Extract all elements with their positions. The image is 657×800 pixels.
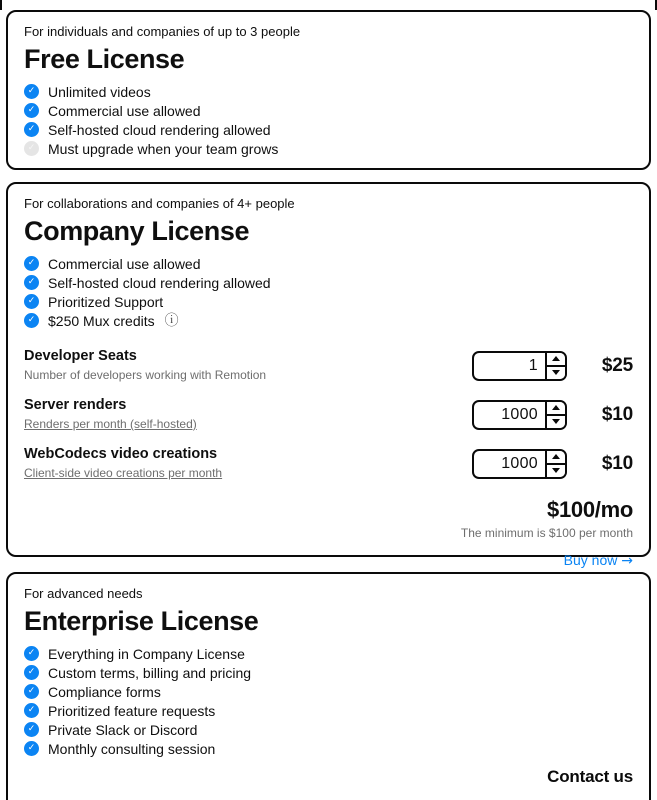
check-icon: ✓ bbox=[24, 294, 39, 309]
quantity-input[interactable]: 1000 bbox=[501, 405, 538, 423]
feature-label: Commercial use allowed bbox=[48, 102, 201, 119]
feature-label: Prioritized Support bbox=[48, 293, 164, 310]
row-name: Developer Seats bbox=[24, 348, 137, 364]
chevron-up-icon bbox=[552, 356, 560, 361]
previous-card-edge bbox=[0, 0, 657, 10]
feature-item bbox=[24, 139, 633, 158]
feature-label: Prioritized feature requests bbox=[48, 702, 216, 719]
feature-item bbox=[24, 82, 633, 101]
check-icon: ✓ bbox=[24, 703, 39, 718]
card-tagline: For collaborations and companies of 4+ people bbox=[24, 196, 295, 211]
feature-label: Everything in Company License bbox=[48, 645, 245, 662]
card-title: Enterprise License bbox=[24, 606, 259, 636]
feature-list bbox=[24, 82, 633, 158]
row-name: WebCodecs video creations bbox=[24, 446, 218, 462]
decrement-button[interactable] bbox=[547, 367, 565, 379]
feature-item bbox=[24, 311, 633, 330]
contact-us-link[interactable]: Contact us bbox=[547, 767, 633, 786]
feature-label: Unlimited videos bbox=[48, 83, 151, 100]
check-icon: ✓ bbox=[24, 665, 39, 680]
check-icon: ✓ bbox=[24, 84, 39, 99]
check-icon: ✓ bbox=[24, 313, 39, 328]
feature-label: Self-hosted cloud rendering allowed bbox=[48, 274, 271, 291]
pricing-row bbox=[24, 395, 633, 434]
enterprise-license-card bbox=[6, 572, 651, 800]
feature-label: Self-hosted cloud rendering allowed bbox=[48, 121, 271, 138]
info-icon[interactable]: ⓘ bbox=[164, 312, 179, 329]
quantity-input[interactable]: 1000 bbox=[501, 454, 538, 472]
check-icon: ✓ bbox=[24, 141, 39, 156]
row-price: $10 bbox=[601, 403, 633, 425]
chevron-down-icon bbox=[552, 419, 560, 424]
pricing-row bbox=[24, 444, 633, 483]
feature-list bbox=[24, 644, 633, 758]
arrow-right-icon: → bbox=[621, 553, 633, 569]
row-description[interactable]: Client-side video creations per month bbox=[24, 466, 223, 480]
feature-item bbox=[24, 101, 633, 120]
feature-item bbox=[24, 254, 633, 273]
feature-item bbox=[24, 720, 633, 739]
card-title: Free License bbox=[24, 44, 185, 74]
check-icon: ✓ bbox=[24, 103, 39, 118]
row-price: $25 bbox=[601, 354, 633, 376]
card-tagline: For advanced needs bbox=[24, 586, 143, 601]
buy-now-label: Buy now bbox=[563, 552, 618, 568]
chevron-up-icon bbox=[552, 405, 560, 410]
row-labels bbox=[24, 395, 472, 434]
feature-label: Private Slack or Discord bbox=[48, 721, 198, 738]
total-price: $100/mo bbox=[547, 497, 633, 522]
feature-label: Commercial use allowed bbox=[48, 255, 201, 272]
feature-label: Custom terms, billing and pricing bbox=[48, 664, 252, 681]
chevron-up-icon bbox=[552, 454, 560, 459]
check-icon: ✓ bbox=[24, 684, 39, 699]
feature-item bbox=[24, 292, 633, 311]
spinner-buttons bbox=[545, 402, 565, 428]
buy-now-link[interactable] bbox=[564, 552, 633, 568]
feature-label: $250 Mux credits bbox=[48, 312, 155, 329]
card-title: Company License bbox=[24, 216, 250, 246]
feature-label: Must upgrade when your team grows bbox=[48, 140, 279, 157]
feature-item bbox=[24, 120, 633, 139]
increment-button[interactable] bbox=[547, 353, 565, 367]
check-icon: ✓ bbox=[24, 646, 39, 661]
minimum-note: The minimum is $100 per month bbox=[460, 526, 633, 540]
contact-us-row bbox=[24, 767, 633, 787]
feature-item bbox=[24, 663, 633, 682]
quantity-stepper bbox=[472, 351, 567, 381]
pricing-row bbox=[24, 346, 633, 385]
feature-item bbox=[24, 273, 633, 292]
quantity-stepper bbox=[472, 449, 567, 479]
increment-button[interactable] bbox=[547, 451, 565, 465]
check-icon: ✓ bbox=[24, 256, 39, 271]
feature-item bbox=[24, 682, 633, 701]
check-icon: ✓ bbox=[24, 741, 39, 756]
decrement-button[interactable] bbox=[547, 465, 565, 477]
feature-label: Monthly consulting session bbox=[48, 740, 216, 757]
quantity-stepper bbox=[472, 400, 567, 430]
row-labels bbox=[24, 346, 472, 385]
buy-now-row bbox=[24, 552, 633, 570]
decrement-button[interactable] bbox=[547, 416, 565, 428]
company-license-card bbox=[6, 182, 651, 569]
row-description: Number of developers working with Remotion bbox=[24, 368, 267, 382]
row-description[interactable]: Renders per month (self-hosted) bbox=[24, 417, 197, 431]
feature-item bbox=[24, 644, 633, 663]
feature-list bbox=[24, 254, 633, 330]
feature-label: Compliance forms bbox=[48, 683, 161, 700]
increment-button[interactable] bbox=[547, 402, 565, 416]
feature-item bbox=[24, 701, 633, 720]
check-icon: ✓ bbox=[24, 722, 39, 737]
pricing-rows bbox=[24, 346, 633, 483]
row-name: Server renders bbox=[24, 397, 127, 413]
row-price: $10 bbox=[601, 452, 633, 474]
free-license-card bbox=[6, 10, 651, 170]
quantity-input[interactable]: 1 bbox=[528, 356, 538, 374]
card-tagline: For individuals and companies of up to 3 people bbox=[24, 24, 301, 39]
row-labels bbox=[24, 444, 472, 483]
spinner-buttons bbox=[545, 451, 565, 477]
spinner-buttons bbox=[545, 353, 565, 379]
chevron-down-icon bbox=[552, 370, 560, 375]
check-icon: ✓ bbox=[24, 122, 39, 137]
check-icon: ✓ bbox=[24, 275, 39, 290]
chevron-down-icon bbox=[552, 468, 560, 473]
feature-item bbox=[24, 739, 633, 758]
